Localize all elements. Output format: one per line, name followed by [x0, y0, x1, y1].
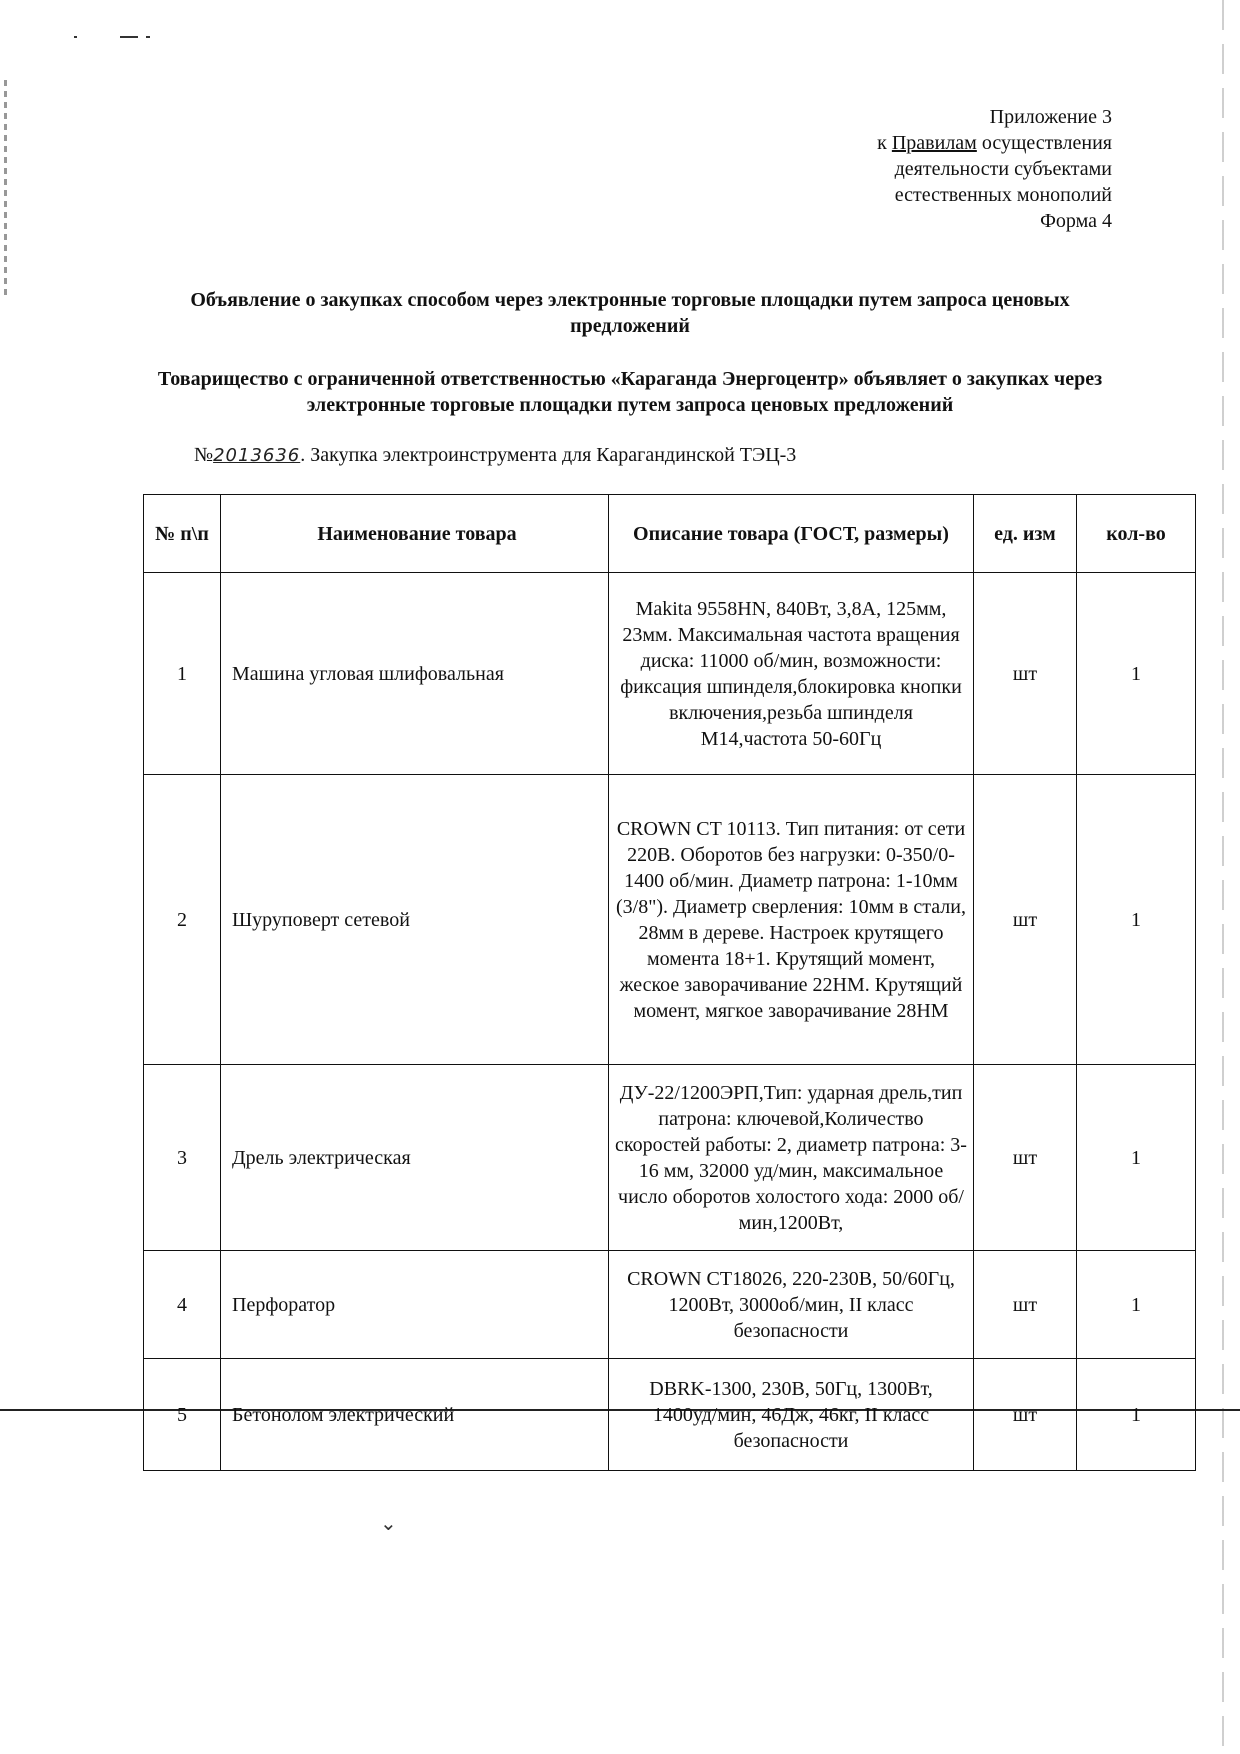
scan-edge-artifact	[4, 80, 7, 300]
announcement-title: Объявление о закупках способом через электронные торговые площадки путем запроса ценовых предложений	[190, 289, 1070, 337]
item-name: Машина угловая шлифовальная	[221, 573, 609, 775]
table-row	[144, 1251, 1196, 1359]
item-name: Бетонолом электрический	[221, 1359, 609, 1471]
item-description: Makita 9558HN, 840Вт, 3,8А, 125мм, 23мм. Максимальная частота вращения диска: 11000 об/мин, возможности: фиксация шпинделя,блокировка кнопки включения,резьба шпинделя М14,частота 50-60Гц	[609, 573, 974, 775]
item-quantity: 1	[1077, 775, 1196, 1065]
item-name: Шуруповерт сетевой	[221, 775, 609, 1065]
scan-mark	[146, 36, 150, 38]
pen-stroke-artifact: ⌄	[380, 1513, 397, 1535]
organizer-statement: Товарищество с ограниченной ответственностью «Караганда Энергоцентр» объявляет о закупках через электронные торговые площадки путем запроса ценовых предложений	[157, 368, 1103, 416]
row-number: 3	[144, 1065, 221, 1251]
header-quantity: кол-во	[1077, 495, 1196, 573]
item-name: Дрель электрическая	[221, 1065, 609, 1251]
item-quantity: 1	[1077, 1065, 1196, 1251]
appendix-reference	[877, 104, 1112, 234]
item-unit: шт	[974, 573, 1077, 775]
item-name: Перфоратор	[221, 1251, 609, 1359]
appendix-line: Приложение 3	[989, 106, 1112, 128]
lot-number-sign: №	[194, 444, 214, 466]
appendix-prefix: к	[877, 132, 887, 154]
header-number: № п\п	[144, 495, 221, 573]
scan-mark	[74, 36, 77, 38]
item-unit: шт	[974, 1359, 1077, 1471]
item-description: CROWN CT18026, 220-230В, 50/60Гц, 1200Вт, 3000об/мин, II класс безопасности	[609, 1251, 974, 1359]
item-quantity: 1	[1077, 573, 1196, 775]
header-unit: ед. изм	[974, 495, 1077, 573]
table-row	[144, 1065, 1196, 1251]
table-row	[144, 573, 1196, 775]
item-quantity: 1	[1077, 1251, 1196, 1359]
goods-table	[143, 494, 1196, 1471]
lot-line	[194, 442, 796, 469]
item-description: DBRK-1300, 230В, 50Гц, 1300Вт, 1400уд/мин, 46Дж, 46кг, II класс безопасности	[609, 1359, 974, 1471]
row-number: 2	[144, 775, 221, 1065]
row-number: 4	[144, 1251, 221, 1359]
row-number: 1	[144, 573, 221, 775]
item-unit: шт	[974, 1065, 1077, 1251]
header-name: Наименование товара	[221, 495, 609, 573]
lot-description: . Закупка электроинструмента для Карагандинской ТЭЦ-3	[300, 444, 797, 466]
appendix-line	[877, 130, 1112, 156]
lot-number: 2013636	[213, 445, 301, 466]
table-header-row	[144, 495, 1196, 573]
appendix-line: деятельности субъектами	[894, 158, 1112, 180]
item-unit: шт	[974, 1251, 1077, 1359]
header-description: Описание товара (ГОСТ, размеры)	[609, 495, 974, 573]
appendix-suffix: осуществления	[981, 132, 1112, 154]
item-unit: шт	[974, 775, 1077, 1065]
item-quantity: 1	[1077, 1359, 1196, 1471]
rules-link[interactable]: Правилам	[891, 132, 977, 154]
row-number: 5	[144, 1359, 221, 1471]
table-row	[144, 1359, 1196, 1471]
item-description: ДУ-22/1200ЭРП,Тип: ударная дрель,тип патрона: ключевой,Количество скоростей работы: 2, диаметр патрона: 3-16 мм, 32000 уд/мин, максимальное число оборотов холостого хода: 2000 об/мин,1200Вт,	[609, 1065, 974, 1251]
scan-edge-artifact	[1222, 0, 1224, 1754]
scan-mark	[120, 36, 138, 38]
item-description: CROWN CT 10113. Тип питания: от сети 220В. Оборотов без нагрузки: 0-350/0-1400 об/мин. Диаметр патрона: 1-10мм (3/8"). Диаметр сверления: 10мм в стали, 28мм в дереве. Настроек крутящего момента 18+1. Крутящий момент, жеское заворачивание 22НМ. Крутящий момент, мягкое заворачивание 28НМ	[609, 775, 974, 1065]
table-row	[144, 775, 1196, 1065]
form-number: Форма 4	[1040, 210, 1112, 232]
appendix-line: естественных монополий	[894, 184, 1112, 206]
